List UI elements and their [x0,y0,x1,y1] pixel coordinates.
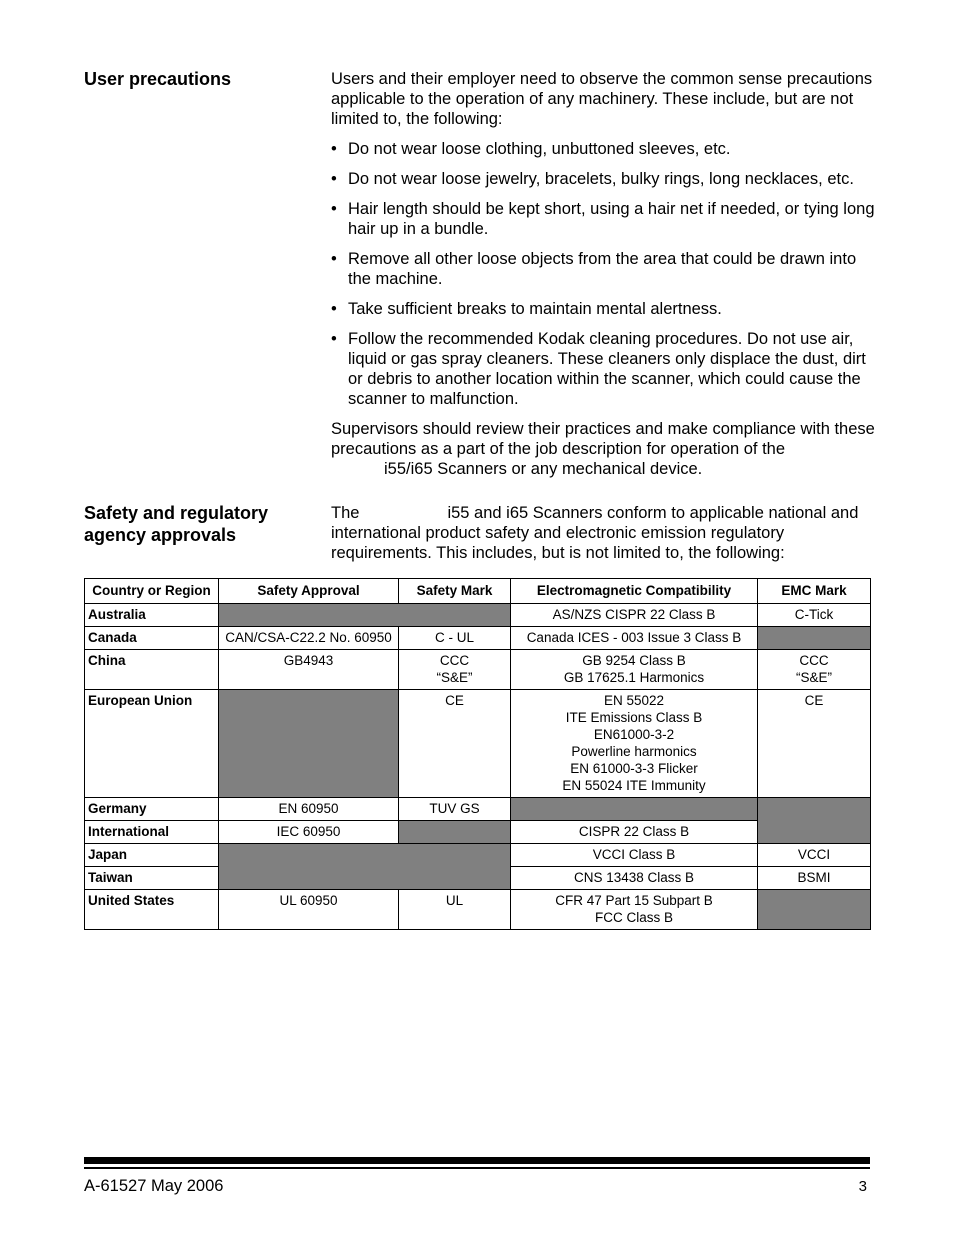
safety-mark-cell: TUV GS [399,798,511,821]
emc-line: EN61000-3-2 [593,727,675,742]
emc-mark-cell [758,650,871,690]
empty-shaded-cell [758,890,871,930]
footer-rule-thin [84,1167,870,1169]
empty-shaded-cell [219,690,399,798]
precautions-list [331,139,876,409]
user-precautions-intro: Users and their employer need to observe the common sense precautions applicable to the operation of any machinery. These include, but are not limited to, the following: [331,70,873,128]
emc-cell [511,890,758,930]
empty-shaded-cell [511,798,758,821]
safety-mark-line: CCC [439,653,470,668]
table-row [85,821,871,844]
emc-line: GB 17625.1 Harmonics [563,670,705,685]
table-header-row [85,579,871,604]
table-row [85,604,871,627]
safety-approval-cell: EN 60950 [219,798,399,821]
emc-line: EN 61000-3-3 Flicker [570,761,698,776]
column-header: Electromagnetic Compatibility [511,579,758,604]
user-precautions-heading: User precautions [84,69,232,89]
emc-cell: CISPR 22 Class B [511,821,758,844]
safety-heading [84,502,268,546]
emc-mark-cell: CE [758,690,871,798]
table-row [85,627,871,650]
table-row [85,844,871,867]
emc-line: EN 55024 ITE Immunity [562,778,706,793]
safety-intro-rest: i55 and i65 Scanners conform to applicable national and international product safety and electronic emission regulatory requirements. This includes, but is not limited to, the following: [331,504,859,562]
emc-line: EN 55022 [603,693,665,708]
emc-cell: CNS 13438 Class B [511,867,758,890]
approvals-table [84,578,871,930]
safety-mark-cell: UL [399,890,511,930]
region-cell: Taiwan [85,867,219,890]
table-row [85,798,871,821]
emc-cell [511,690,758,798]
list-item: • Take sufficient breaks to maintain mental alertness. [331,299,876,319]
region-cell: Australia [85,604,219,627]
emc-line: Powerline harmonics [571,744,697,759]
page-number: 3 [858,1178,867,1195]
list-item: • Do not wear loose jewelry, bracelets, bulky rings, long necklaces, etc. [331,169,876,189]
safety-approval-cell: GB4943 [219,650,399,690]
table-row [85,650,871,690]
emc-cell: AS/NZS CISPR 22 Class B [511,604,758,627]
empty-shaded-cell [758,627,871,650]
region-cell: European Union [85,690,219,798]
user-precautions-body [331,69,876,479]
empty-shaded-cell [219,604,511,627]
region-cell: Japan [85,844,219,867]
empty-shaded-cell [758,798,871,844]
list-item: • Remove all other loose objects from the area that could be drawn into the machine. [331,249,876,289]
emc-cell: VCCI Class B [511,844,758,867]
safety-mark-cell [399,650,511,690]
safety-heading-line2: agency approvals [84,525,237,545]
region-cell: Germany [85,798,219,821]
emc-line: CFR 47 Part 15 Subpart B [555,893,713,908]
safety-mark-cell: CE [399,690,511,798]
region-cell: United States [85,890,219,930]
safety-intro-start: The [331,504,360,522]
supervisors-text-line2: i55/i65 Scanners or any mechanical device. [384,460,703,478]
emc-line: FCC Class B [594,910,673,925]
region-cell: Canada [85,627,219,650]
safety-approval-cell: CAN/CSA-C22.2 No. 60950 [219,627,399,650]
emc-cell [511,650,758,690]
column-header: Safety Mark [399,579,511,604]
document-id: A-61527 May 2006 [84,1177,224,1195]
region-cell: China [85,650,219,690]
safety-intro [331,503,876,563]
list-item: • Follow the recommended Kodak cleaning procedures. Do not use air, liquid or gas spray cleaners. These cleaners only displace the dust, dirt or debris to another location within the scanner, which could cause the scanner to malfunction. [331,329,876,409]
column-header: Safety Approval [219,579,399,604]
safety-approval-cell: UL 60950 [219,890,399,930]
emc-line: GB 9254 Class B [582,653,686,668]
supervisors-paragraph [331,419,876,479]
emc-mark-line: “S&E” [795,670,832,685]
emc-mark-line: CCC [799,653,829,668]
emc-mark-cell: VCCI [758,844,871,867]
safety-approval-cell: IEC 60950 [219,821,399,844]
emc-line: ITE Emissions Class B [565,710,703,725]
list-item: • Hair length should be kept short, using a hair net if needed, or tying long hair up in a bundle. [331,199,876,239]
table-row [85,690,871,798]
empty-shaded-cell [399,821,511,844]
safety-heading-line1: Safety and regulatory [84,503,269,523]
safety-mark-line: “S&E” [436,670,473,685]
table-row [85,890,871,930]
list-item: • Do not wear loose clothing, unbuttoned sleeves, etc. [331,139,876,159]
empty-shaded-cell [219,844,511,890]
safety-mark-cell: C - UL [399,627,511,650]
column-header: Country or Region [85,579,219,604]
region-cell: International [85,821,219,844]
footer-rule-thick [84,1157,870,1164]
emc-cell: Canada ICES - 003 Issue 3 Class B [511,627,758,650]
column-header: EMC Mark [758,579,871,604]
emc-mark-cell: C-Tick [758,604,871,627]
supervisors-text-line1: Supervisors should review their practices and make compliance with these precautions as a part of the job description for operation of the [331,420,875,458]
emc-mark-cell: BSMI [758,867,871,890]
